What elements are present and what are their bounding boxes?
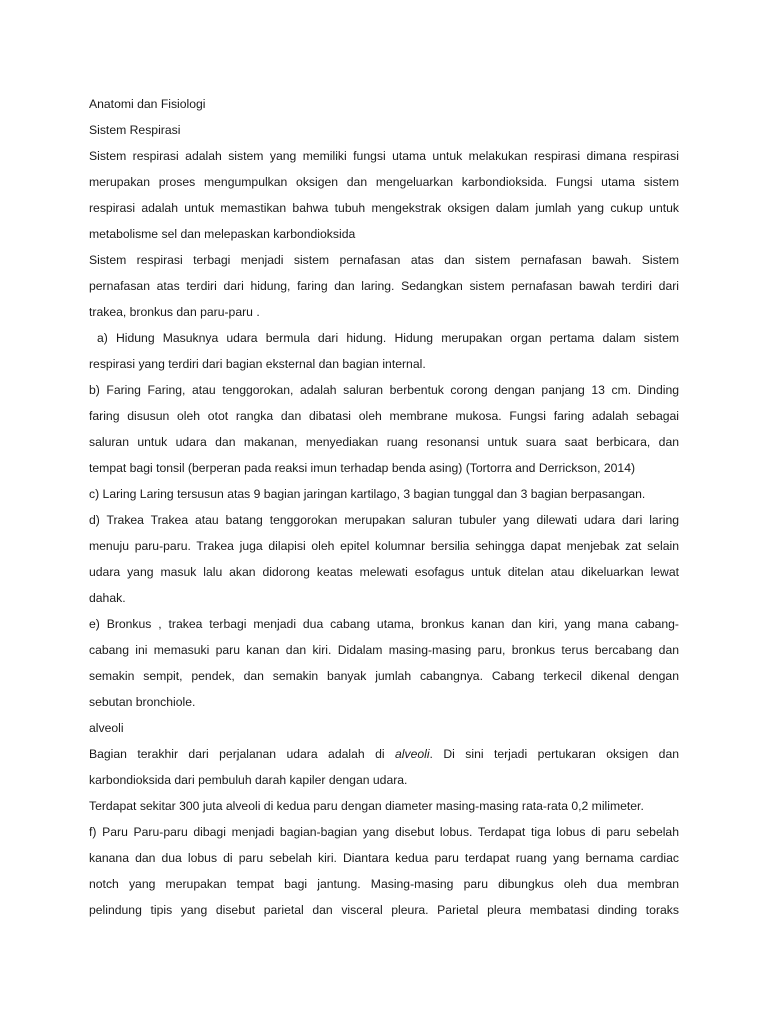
paragraph-line: kanana dan dua lobus di paru sebelah kiri. Diantara kedua paru terdapat ruang yang bernama cardiac <box>89 851 679 865</box>
alveoli-text-after: . Di sini terjadi pertukaran oksigen dan <box>429 747 679 761</box>
paragraph-line: saluran untuk udara dan makanan, menyediakan ruang resonansi untuk suara saat berbicara, dan <box>89 435 679 449</box>
list-item-paru: f) Paru Paru-paru dibagi menjadi bagian-bagian yang disebut lobus. Terdapat tiga lobus di paru sebelah <box>89 825 679 839</box>
paragraph-line: Sistem respirasi adalah sistem yang memiliki fungsi utama untuk melakukan respirasi dimana respirasi <box>89 149 679 163</box>
paragraph-line: respirasi yang terdiri dari bagian eksternal dan bagian internal. <box>89 357 426 371</box>
paragraph-line: notch yang merupakan tempat bagi jantung. Masing-masing paru dibungkus oleh dua membran <box>89 877 679 891</box>
paragraph-line <box>89 741 679 767</box>
paragraph-line: cabang ini memasuki paru kanan dan kiri. Didalam masing-masing paru, bronkus terus bercabang dan <box>89 643 679 657</box>
paragraph-line: Terdapat sekitar 300 juta alveoli di kedua paru dengan diameter masing-masing rata-rata 0,2 milimeter. <box>89 799 644 813</box>
paragraph-line: merupakan proses mengumpulkan oksigen dan mengeluarkan karbondioksida. Fungsi utama sistem <box>89 175 679 189</box>
document-title: Anatomi dan Fisiologi <box>89 97 206 111</box>
document-subtitle: Sistem Respirasi <box>89 123 181 137</box>
list-item-faring: b) Faring Faring, atau tenggorokan, adalah saluran berbentuk corong dengan panjang 13 cm. Dinding <box>89 383 679 397</box>
paragraph-line: menuju paru-paru. Trakea juga dilapisi oleh epitel kolumnar bersilia sehingga dapat menjebak zat selain <box>89 539 679 553</box>
list-item-bronkus: e) Bronkus , trakea terbagi menjadi dua cabang utama, bronkus kanan dan kiri, yang mana cabang- <box>89 617 679 631</box>
document-page <box>89 91 679 923</box>
list-item-trakea: d) Trakea Trakea atau batang tenggorokan merupakan saluran tubuler yang dilewati udara dari laring <box>89 513 679 527</box>
paragraph-line: trakea, bronkus dan paru-paru . <box>89 305 260 319</box>
paragraph-line: semakin sempit, pendek, dan semakin banyak jumlah cabangnya. Cabang terkecil dikenal dengan <box>89 669 679 683</box>
paragraph-line: sebutan bronchiole. <box>89 695 196 709</box>
list-item-laring: c) Laring Laring tersusun atas 9 bagian jaringan kartilago, 3 bagian tunggal dan 3 bagian berpasangan. <box>89 487 646 501</box>
paragraph-line: udara yang masuk lalu akan didorong keatas melewati esofagus untuk ditelan atau dikeluarkan lewat <box>89 565 679 579</box>
section-heading-alveoli: alveoli <box>89 721 124 735</box>
paragraph-line: metabolisme sel dan melepaskan karbondioksida <box>89 227 356 241</box>
alveoli-italic-term: alveoli <box>394 747 430 761</box>
paragraph-line: dahak. <box>89 591 126 605</box>
alveoli-text-before: Bagian terakhir dari perjalanan udara adalah di <box>89 747 385 761</box>
paragraph-line: pernafasan atas terdiri dari hidung, faring dan laring. Sedangkan sistem pernafasan bawah terdiri dari <box>89 279 679 293</box>
paragraph-line: faring disusun oleh otot rangka dan dibatasi oleh membrane mukosa. Fungsi faring adalah sebagai <box>89 409 679 423</box>
paragraph-line: pelindung tipis yang disebut parietal dan visceral pleura. Parietal pleura membatasi dinding toraks <box>89 903 679 917</box>
paragraph-line: karbondioksida dari pembuluh darah kapiler dengan udara. <box>89 773 408 787</box>
paragraph-line: Sistem respirasi terbagi menjadi sistem pernafasan atas dan sistem pernafasan bawah. Sistem <box>89 253 679 267</box>
paragraph-line: tempat bagi tonsil (berperan pada reaksi imun terhadap benda asing) (Tortorra and Derrickson, 2014) <box>89 461 636 475</box>
paragraph-line: respirasi adalah untuk memastikan bahwa tubuh mengekstrak oksigen dalam jumlah yang cukup untuk <box>89 201 679 215</box>
list-item-hidung: a) Hidung Masuknya udara bermula dari hidung. Hidung merupakan organ pertama dalam sistem <box>97 331 679 345</box>
